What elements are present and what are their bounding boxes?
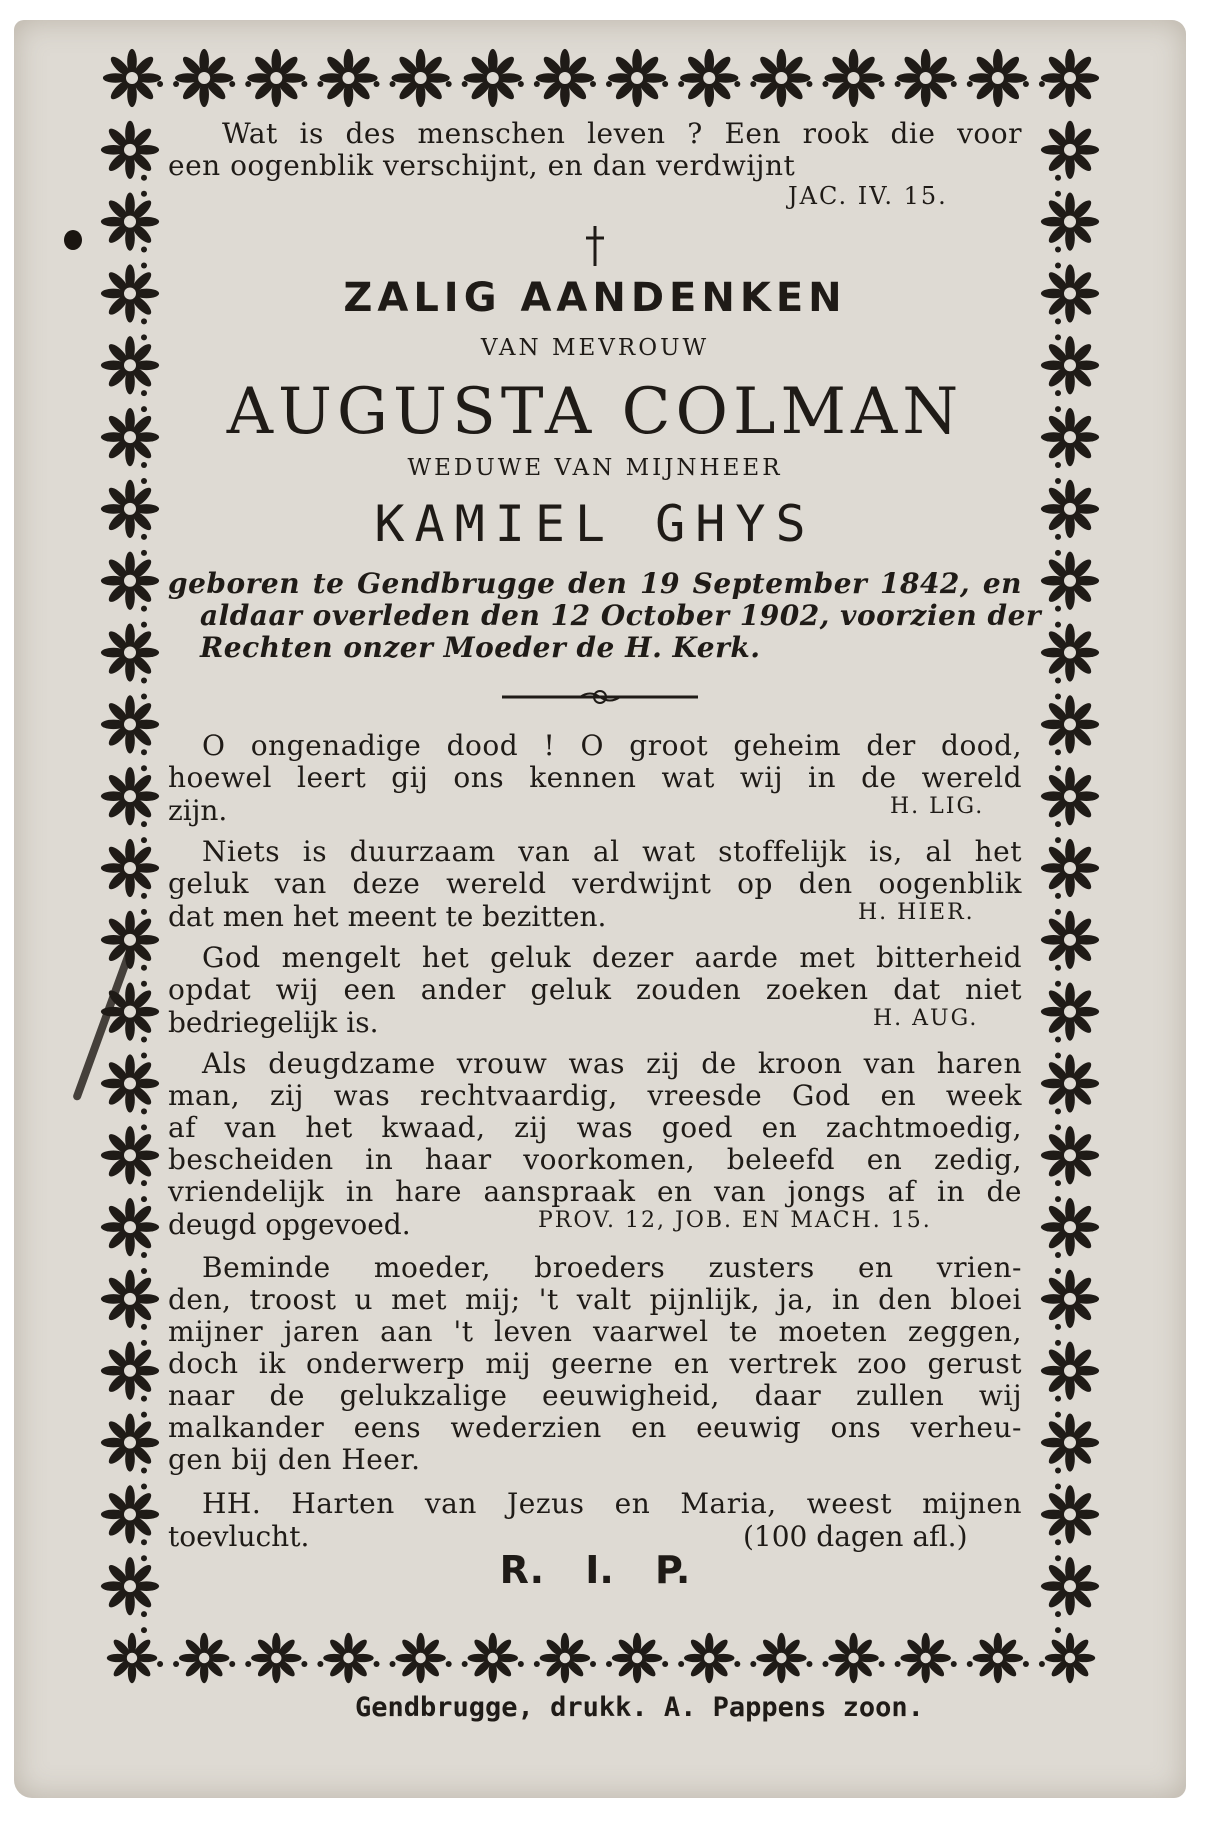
border-flower-ornament: [101, 1198, 159, 1256]
birth-line-2: aldaar overleden den 12 October 1902, voorzien der: [200, 599, 1042, 632]
border-dot: [895, 1661, 901, 1667]
border-dot: [1055, 965, 1061, 971]
border-dot: [1055, 909, 1061, 915]
border-flower-ornament: [251, 1633, 301, 1683]
border-dot: [806, 1661, 812, 1667]
border-dot: [141, 837, 147, 843]
border-dot: [141, 622, 147, 628]
border-dot: [1055, 821, 1061, 827]
p5-line-2: den, troost u met mij; 't valt pijnlijk, ja, in den bloei: [168, 1283, 1022, 1316]
border-dot: [590, 81, 596, 87]
border-flower-ornament: [897, 49, 955, 107]
p4-line-4: bescheiden in haar voorkomen, beleefd en zedig,: [168, 1143, 1022, 1176]
border-dot: [173, 81, 179, 87]
rip-text: R. I. P.: [499, 1548, 691, 1592]
border-flower-ornament: [684, 1633, 734, 1683]
border-flower-ornament: [101, 193, 159, 251]
border-flower-ornament: [536, 49, 594, 107]
border-dot: [1055, 749, 1061, 755]
border-dot: [141, 1627, 147, 1633]
border-dot: [1055, 1555, 1061, 1561]
border-dot: [590, 1661, 596, 1667]
p4-line-2: man, zij was rechtvaardig, vreesde God en week: [168, 1079, 1022, 1112]
border-dot: [141, 1611, 147, 1617]
border-dot: [1055, 893, 1061, 899]
indulgence-note: (100 dagen afl.): [743, 1520, 968, 1553]
printer-imprint: Gendbrugge, drukk. A. Pappens zoon.: [355, 1692, 924, 1723]
border-dot: [141, 981, 147, 987]
p6-line-2: toevlucht.: [168, 1520, 310, 1553]
border-flower-ornament: [1041, 49, 1099, 107]
border-flower-ornament: [101, 1270, 159, 1328]
border-flower-ornament: [392, 49, 450, 107]
border-dot: [141, 677, 147, 683]
border-flower-ornament: [101, 911, 159, 969]
border-dot: [1055, 622, 1061, 628]
border-dot: [734, 81, 740, 87]
border-flower-ornament: [101, 1054, 159, 1112]
border-dot: [967, 1661, 973, 1667]
border-dot: [1055, 1467, 1061, 1473]
border-dot: [462, 81, 468, 87]
epigraph-ref-row: [168, 182, 1022, 214]
border-dot: [173, 1661, 179, 1667]
border-flower-ornament: [323, 1633, 373, 1683]
border-flower-ornament: [1041, 767, 1099, 825]
border-dot: [1055, 318, 1061, 324]
border-dot: [317, 81, 323, 87]
border-flower-ornament: [395, 1633, 445, 1683]
border-dot: [141, 1539, 147, 1545]
border-flower-ornament: [756, 1633, 806, 1683]
van-mevrouw-label: VAN MEVROUW: [480, 335, 710, 361]
border-dot: [141, 1053, 147, 1059]
border-flower-ornament: [247, 49, 305, 107]
border-flower-ornament: [1041, 1485, 1099, 1543]
border-dot: [1055, 1268, 1061, 1274]
border-dot: [141, 1268, 147, 1274]
border-flower-ornament: [680, 49, 738, 107]
border-dot: [157, 81, 163, 87]
border-flower-ornament: [101, 983, 159, 1041]
border-dot: [1055, 1108, 1061, 1114]
border-dot: [141, 175, 147, 181]
border-dot: [1039, 81, 1045, 87]
border-flower-ornament: [101, 1342, 159, 1400]
border-dot: [734, 1661, 740, 1667]
border-dot: [879, 81, 885, 87]
border-flower-ornament: [828, 1633, 878, 1683]
epigraph-line-1: Wat is des menschen leven ? Een rook die voor: [222, 117, 1022, 150]
border-flower-ornament: [101, 1413, 159, 1471]
border-flower-ornament: [1041, 839, 1099, 897]
epigraph-line-2: een oogenblik verschijnt, en dan verdwijnt: [168, 149, 796, 182]
p2-line-2: geluk van deze wereld verdwijnt op den oogenblik: [168, 867, 1022, 900]
p3-line-3: bedriegelijk is.: [168, 1006, 379, 1039]
border-dot: [317, 1661, 323, 1667]
border-dot: [446, 1661, 452, 1667]
p5-line-4: doch ik onderwerp mij geerne en vertrek zoo gerust: [168, 1347, 1022, 1380]
deceased-name: AUGUSTA COLMAN: [226, 375, 964, 449]
border-flower-ornament: [1041, 1270, 1099, 1328]
border-dot: [822, 81, 828, 87]
border-dot: [141, 1252, 147, 1258]
border-flower-ornament: [101, 695, 159, 753]
border-dot: [1055, 534, 1061, 540]
border-dot: [141, 749, 147, 755]
p2-last-row: [168, 900, 1022, 932]
border-dot: [374, 1661, 380, 1667]
border-dot: [1055, 693, 1061, 699]
p5-line-3: mijner jaren aan 't leven vaarwel te moeten zeggen,: [168, 1315, 1022, 1348]
border-flower-ornament: [101, 552, 159, 610]
p2-line-3: dat men het meent te bezitten.: [168, 900, 607, 933]
border-flower-ornament: [1041, 121, 1099, 179]
epigraph-reference: JAC. IV. 15.: [788, 182, 948, 210]
p1-reference: H. LIG.: [890, 794, 985, 819]
border-dot: [1055, 175, 1061, 181]
border-dot: [141, 1396, 147, 1402]
border-dot: [1055, 1196, 1061, 1202]
border-flower-ornament: [1041, 1054, 1099, 1112]
border-dot: [1055, 1037, 1061, 1043]
border-dot: [750, 81, 756, 87]
border-dot: [446, 81, 452, 87]
border-dot: [157, 1661, 163, 1667]
border-flower-ornament: [900, 1633, 950, 1683]
p5-line-5: naar de gelukzalige eeuwigheid, daar zullen wij: [168, 1379, 1022, 1412]
border-flower-ornament: [464, 49, 522, 107]
border-dot: [141, 1324, 147, 1330]
border-dot: [229, 81, 235, 87]
border-dot: [462, 1661, 468, 1667]
p6-line-1: HH. Harten van Jezus en Maria, weest mijnen: [202, 1487, 1022, 1520]
border-dot: [1055, 478, 1061, 484]
border-dot: [678, 1661, 684, 1667]
border-dot: [606, 81, 612, 87]
border-dot: [141, 893, 147, 899]
border-dot: [1023, 1661, 1029, 1667]
border-dot: [141, 263, 147, 269]
border-flower-ornament: [1041, 1198, 1099, 1256]
border-dot: [390, 81, 396, 87]
border-dot: [1055, 606, 1061, 612]
border-dot: [141, 965, 147, 971]
border-dot: [229, 1661, 235, 1667]
border-dot: [141, 1108, 147, 1114]
border-flower-ornament: [1041, 552, 1099, 610]
p3-line-2: opdat wij een ander geluk zouden zoeken dat niet: [168, 973, 1022, 1006]
p2-line-1: Niets is duurzaam van al wat stoffelijk is, al het: [202, 835, 1022, 868]
border-dot: [141, 693, 147, 699]
border-dot: [951, 81, 957, 87]
p1-line-3: zijn.: [168, 794, 228, 827]
border-dot: [1055, 677, 1061, 683]
p5-line-6: malkander eens wederzien en eeuwig ons verheu-: [168, 1411, 1022, 1444]
border-dot: [141, 606, 147, 612]
border-dot: [1055, 1180, 1061, 1186]
border-flower-ornament: [1041, 695, 1099, 753]
border-dot: [750, 1661, 756, 1667]
border-flower-ornament: [107, 1633, 157, 1683]
border-dot: [879, 1661, 885, 1667]
border-dot: [806, 81, 812, 87]
border-flower-ornament: [612, 1633, 662, 1683]
p3-line-1: God mengelt het geluk dezer aarde met bitterheid: [202, 941, 1022, 974]
border-flower-ornament: [1041, 1413, 1099, 1471]
border-flower-ornament: [175, 49, 233, 107]
border-flower-ornament: [969, 49, 1027, 107]
border-dot: [1055, 1124, 1061, 1130]
border-dot: [1055, 981, 1061, 987]
border-dot: [678, 81, 684, 87]
p2-reference: H. HIER.: [858, 900, 975, 925]
p3-last-row: [168, 1006, 1022, 1038]
border-dot: [141, 1483, 147, 1489]
p1-last-row: [168, 794, 1022, 826]
border-dot: [662, 1661, 668, 1667]
border-flower-ornament: [101, 1485, 159, 1543]
border-flower-ornament: [824, 49, 882, 107]
border-flower-ornament: [101, 121, 159, 179]
birth-line-3: Rechten onzer Moeder de H. Kerk.: [200, 631, 761, 664]
border-dot: [518, 1661, 524, 1667]
border-dot: [301, 1661, 307, 1667]
border-flower-ornament: [1045, 1633, 1095, 1683]
border-dot: [1055, 406, 1061, 412]
border-dot: [1055, 1324, 1061, 1330]
border-dot: [1055, 1539, 1061, 1545]
border-dot: [1055, 1627, 1061, 1633]
border-dot: [951, 1661, 957, 1667]
border-dot: [141, 1124, 147, 1130]
border-dot: [1055, 462, 1061, 468]
border-dot: [895, 81, 901, 87]
border-dot: [1055, 1340, 1061, 1346]
border-flower-ornament: [1041, 1126, 1099, 1184]
border-dot: [1055, 1396, 1061, 1402]
p4-last-row: [168, 1208, 1022, 1240]
border-dot: [534, 1661, 540, 1667]
border-flower-ornament: [1041, 193, 1099, 251]
border-dot: [518, 81, 524, 87]
border-dot: [1055, 765, 1061, 771]
p5-line-7: gen bij den Heer.: [168, 1443, 421, 1476]
border-dot: [141, 1180, 147, 1186]
border-flower-ornament: [468, 1633, 518, 1683]
border-dot: [662, 81, 668, 87]
border-dot: [1055, 550, 1061, 556]
p5-line-1: Beminde moeder, broeders zusters en vrien-: [202, 1251, 1022, 1284]
border-dot: [1039, 1661, 1045, 1667]
border-flower-ornament: [101, 1126, 159, 1184]
border-dot: [1055, 390, 1061, 396]
border-dot: [141, 909, 147, 915]
border-flower-ornament: [319, 49, 377, 107]
border-dot: [1055, 837, 1061, 843]
border-flower-ornament: [101, 767, 159, 825]
border-dot: [967, 81, 973, 87]
border-dot: [141, 247, 147, 253]
border-dot: [141, 765, 147, 771]
border-dot: [141, 191, 147, 197]
border-dot: [1023, 81, 1029, 87]
border-dot: [534, 81, 540, 87]
border-dot: [374, 81, 380, 87]
border-flower-ornament: [540, 1633, 590, 1683]
border-dot: [245, 81, 251, 87]
border-dot: [141, 1196, 147, 1202]
birth-line-1: geboren te Gendbrugge den 19 September 1842, en: [168, 567, 1022, 600]
p4-line-3: af van het kwaad, zij was goed en zachtmoedig,: [168, 1111, 1022, 1144]
weduwe-label: WEDUWE VAN MIJNHEER: [407, 455, 783, 481]
p1-line-1: O ongenadige dood ! O groot geheim der dood,: [202, 729, 1022, 762]
p1-line-2: hoewel leert gij ons kennen wat wij in de wereld: [168, 761, 1022, 794]
p3-reference: H. AUG.: [873, 1006, 979, 1031]
border-dot: [1055, 1252, 1061, 1258]
cross-icon: [583, 224, 607, 268]
border-dot: [1055, 1053, 1061, 1059]
border-dot: [1055, 1412, 1061, 1418]
border-dot: [1055, 1611, 1061, 1617]
p4-line-5: vriendelijk in hare aanspraak en van jongs af in de: [168, 1175, 1022, 1208]
border-flower-ornament: [1041, 911, 1099, 969]
border-dot: [822, 1661, 828, 1667]
border-flower-ornament: [101, 623, 159, 681]
border-flower-ornament: [608, 49, 666, 107]
border-dot: [301, 81, 307, 87]
border-flower-ornament: [103, 49, 161, 107]
border-dot: [141, 1467, 147, 1473]
border-dot: [245, 1661, 251, 1667]
border-flower-ornament: [1041, 1342, 1099, 1400]
border-flower-ornament: [752, 49, 810, 107]
border-dot: [606, 1661, 612, 1667]
border-dot: [390, 1661, 396, 1667]
border-flower-ornament: [1041, 983, 1099, 1041]
border-flower-ornament: [973, 1633, 1023, 1683]
husband-name: KAMIEL GHYS: [374, 495, 816, 553]
ornamental-divider: [500, 688, 700, 706]
border-dot: [141, 1412, 147, 1418]
p4-line-6: deugd opgevoed.: [168, 1208, 411, 1241]
border-flower-ornament: [101, 839, 159, 897]
border-dot: [1055, 191, 1061, 197]
border-dot: [141, 1340, 147, 1346]
border-flower-ornament: [179, 1633, 229, 1683]
border-dot: [1055, 334, 1061, 340]
border-dot: [1055, 1483, 1061, 1489]
border-dot: [141, 821, 147, 827]
border-dot: [1055, 247, 1061, 253]
card-title: ZALIG AANDENKEN: [343, 275, 847, 321]
p4-line-1: Als deugdzame vrouw was zij de kroon van haren: [202, 1047, 1022, 1080]
border-dot: [1055, 263, 1061, 269]
border-dot: [141, 1037, 147, 1043]
p4-reference: PROV. 12, JOB. EN MACH. 15.: [538, 1208, 932, 1233]
